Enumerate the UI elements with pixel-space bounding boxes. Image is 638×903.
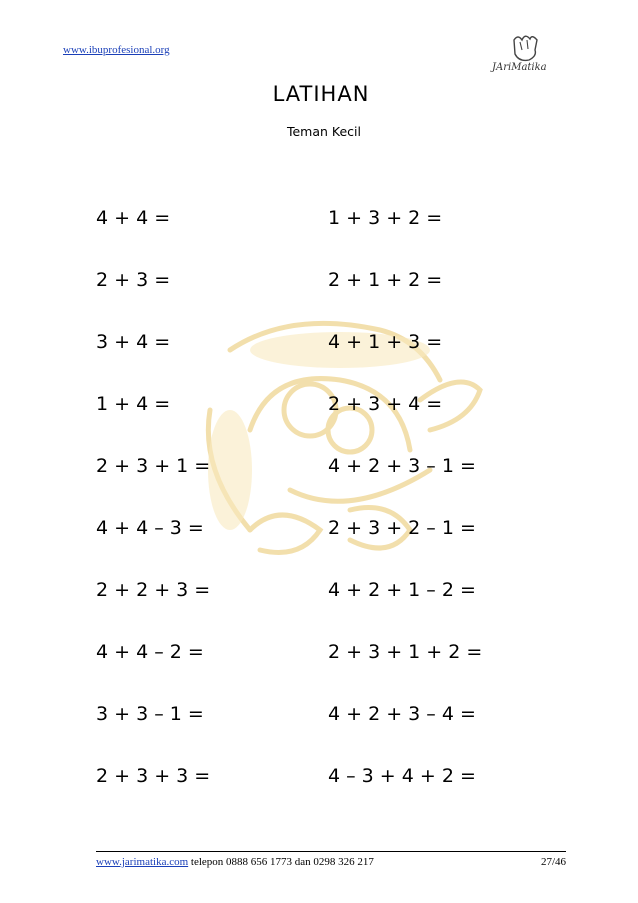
problem-item: 2 + 3 + 4 = xyxy=(328,393,443,415)
problem-item: 4 – 3 + 4 + 2 = xyxy=(328,765,476,787)
footer-divider xyxy=(96,851,566,852)
problem-item: 4 + 2 + 1 – 2 = xyxy=(328,579,476,601)
problem-item: 2 + 3 + 3 = xyxy=(96,765,211,787)
problem-item: 1 + 3 + 2 = xyxy=(328,207,443,229)
problem-item: 2 + 2 + 3 = xyxy=(96,579,211,601)
problem-item: 4 + 4 = xyxy=(96,207,171,229)
page-subtitle: Teman Kecil xyxy=(286,124,362,139)
footer xyxy=(96,856,566,868)
problem-item: 2 + 3 + 1 + 2 = xyxy=(328,641,483,663)
problem-item: 4 + 4 – 3 = xyxy=(96,517,204,539)
problem-item: 1 + 4 = xyxy=(96,393,171,415)
problem-item: 2 + 3 = xyxy=(96,269,171,291)
problem-item: 4 + 2 + 3 – 1 = xyxy=(328,455,476,477)
problem-item: 2 + 3 + 2 – 1 = xyxy=(328,517,476,539)
problem-item: 4 + 4 – 2 = xyxy=(96,641,204,663)
problem-item: 4 + 2 + 3 – 4 = xyxy=(328,703,476,725)
problem-item: 3 + 3 – 1 = xyxy=(96,703,204,725)
jarimatika-logo-text: JAriMatika xyxy=(492,62,547,73)
problem-item: 3 + 4 = xyxy=(96,331,171,353)
problems-left-column xyxy=(96,203,210,823)
footer-site-link[interactable]: www.jarimatika.com xyxy=(96,856,189,868)
footer-contact: telepon 0888 656 1773 dan 0298 326 217 xyxy=(188,856,374,868)
problem-item: 2 + 3 + 1 = xyxy=(96,455,211,477)
problem-item: 4 + 1 + 3 = xyxy=(328,331,443,353)
problem-item: 2 + 1 + 2 = xyxy=(328,269,443,291)
page-number: 27/46 xyxy=(540,856,566,868)
problems-right-column xyxy=(328,203,482,823)
page-title: LATIHAN xyxy=(272,82,370,106)
site-link[interactable]: www.ibuprofesional.org xyxy=(63,44,170,56)
